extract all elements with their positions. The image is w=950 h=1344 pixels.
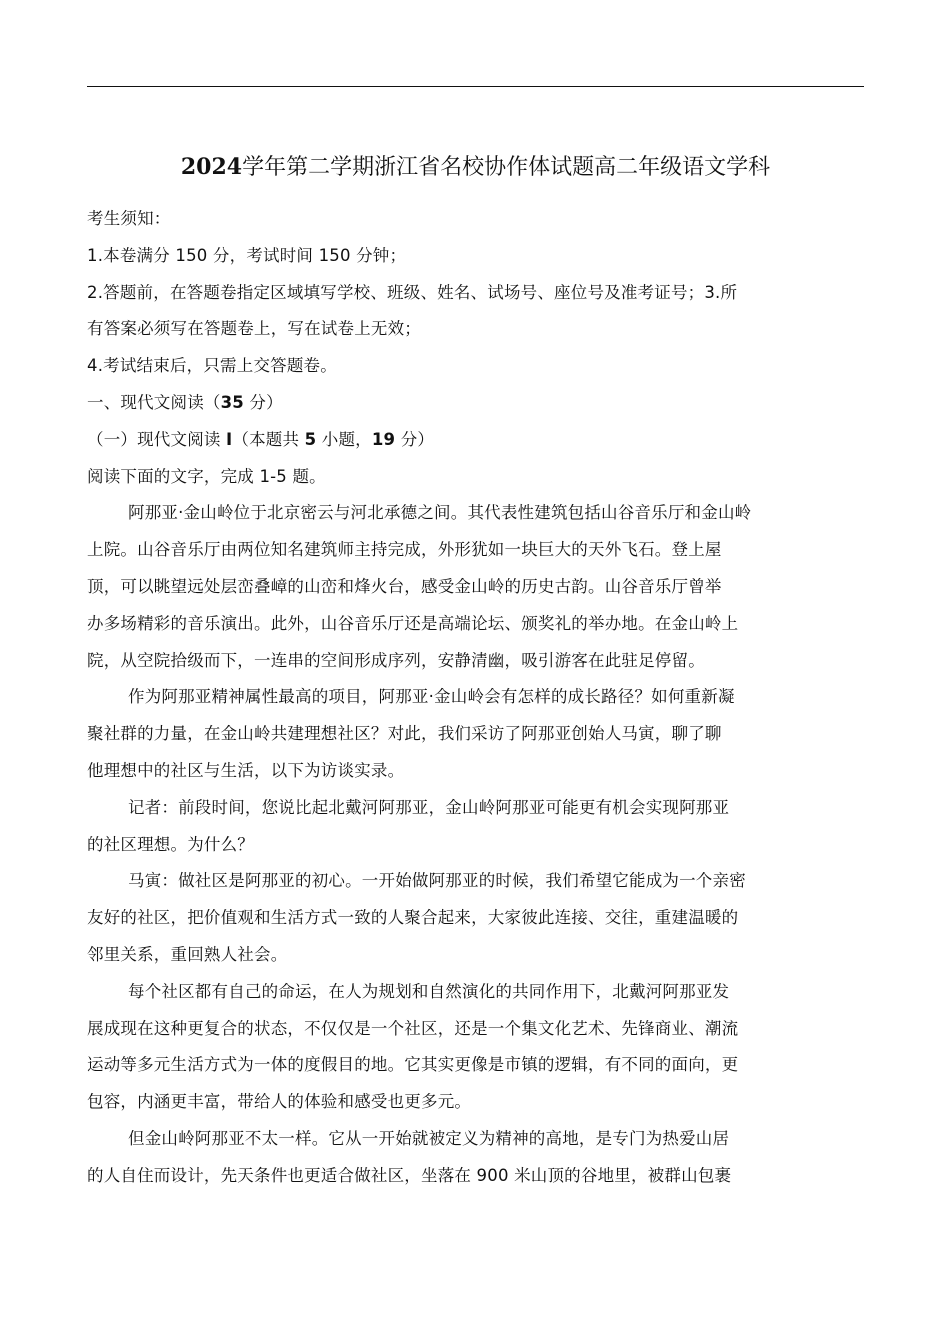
paragraph-line: 展成现在这种更复合的状态，不仅仅是一个社区，还是一个集文化艺术、先锋商业、潮流 [87, 1018, 739, 1038]
page-title [87, 148, 864, 187]
paragraph-line: 作为阿那亚精神属性最高的项目，阿那亚·金山岭会有怎样的成长路径？如何重新凝 [128, 687, 735, 707]
section-heading-1 [87, 385, 864, 422]
notice-item-1: 1.本卷满分 150 分，考试时间 150 分钟； [87, 245, 407, 265]
paragraph-line: 友好的社区，把价值观和生活方式一致的人聚合起来，大家彼此连接、交往，重建温暖的 [87, 908, 739, 928]
paragraph-line: 运动等多元生活方式为一体的度假目的地。它其实更像是市镇的逻辑，有不同的面向，更 [87, 1055, 739, 1075]
paragraph-line: 但金山岭阿那亚不太一样。它从一开始就被定义为精神的高地，是专门为热爱山居 [128, 1128, 730, 1148]
subsection-mid-1: （本题共 [232, 429, 305, 449]
header-rule [87, 86, 864, 87]
subsection-roman: I [226, 429, 233, 449]
paragraph-line: 阿那亚·金山岭位于北京密云与河北承德之间。其代表性建筑包括山谷音乐厅和金山岭 [128, 503, 752, 523]
paragraph-line: 的人自住而设计，先天条件也更适合做社区，坐落在 900 米山顶的谷地里，被群山包裹 [87, 1165, 732, 1185]
title-text: 学年第二学期浙江省名校协作体试题高二年级语文学科 [242, 155, 771, 180]
reading-instruction: 阅读下面的文字，完成 1-5 题。 [87, 466, 326, 486]
paragraph-line: 马寅：做社区是阿那亚的初心。一开始做阿那亚的时候，我们希望它能成为一个亲密 [128, 871, 746, 891]
subsection-count: 5 [304, 429, 317, 449]
title-year: 2024 [180, 154, 243, 180]
paragraph-line: 包容，内涵更丰富，带给人的体验和感受也更多元。 [87, 1092, 472, 1112]
document-page [87, 0, 864, 1344]
notice-item-2-line-2: 有答案必须写在答题卷上，写在试卷上无效； [87, 319, 421, 339]
paragraph-line: 每个社区都有自己的命运，在人为规划和自然演化的共同作用下，北戴河阿那亚发 [128, 981, 730, 1001]
notice-heading: 考生须知： [87, 209, 171, 228]
paragraph-line: 顶，可以眺望远处层峦叠嶂的山峦和烽火台，感受金山岭的历史古韵。山谷音乐厅曾举 [87, 576, 722, 596]
subsection-suffix: 分） [395, 429, 435, 449]
notice-item-4: 4.考试结束后，只需上交答题卷。 [87, 356, 337, 376]
section-heading-suffix: 分） [243, 392, 283, 412]
notice-item-2-line-1: 2.答题前，在答题卷指定区域填写学校、班级、姓名、试场号、座位号及准考证号；3.所 [87, 282, 738, 302]
paragraph-line: 院，从空院拾级而下，一连串的空间形成序列，安静清幽，吸引游客在此驻足停留。 [87, 650, 705, 670]
section-heading-prefix: 一、现代文阅读（ [87, 392, 221, 412]
document-body [87, 201, 864, 1195]
subsection-heading-1 [87, 422, 864, 459]
section-heading-score: 35 [220, 392, 244, 412]
subsection-score: 19 [371, 429, 396, 449]
paragraph-line: 上院。山谷音乐厅由两位知名建筑师主持完成，外形犹如一块巨大的天外飞石。登上屋 [87, 540, 722, 560]
paragraph-line: 他理想中的社区与生活，以下为访谈实录。 [87, 760, 405, 780]
paragraph-line: 聚社群的力量，在金山岭共建理想社区？对此，我们采访了阿那亚创始人马寅，聊了聊 [87, 724, 722, 744]
paragraph-line: 办多场精彩的音乐演出。此外，山谷音乐厅还是高端论坛、颁奖礼的举办地。在金山岭上 [87, 613, 739, 633]
paragraph-line: 邻里关系，重回熟人社会。 [87, 944, 288, 964]
paragraph-line: 的社区理想。为什么？ [87, 834, 254, 854]
subsection-prefix: （一）现代文阅读 [87, 429, 227, 449]
paragraph-line: 记者：前段时间，您说比起北戴河阿那亚，金山岭阿那亚可能更有机会实现阿那亚 [128, 797, 730, 817]
subsection-mid-2: 小题， [316, 429, 372, 449]
